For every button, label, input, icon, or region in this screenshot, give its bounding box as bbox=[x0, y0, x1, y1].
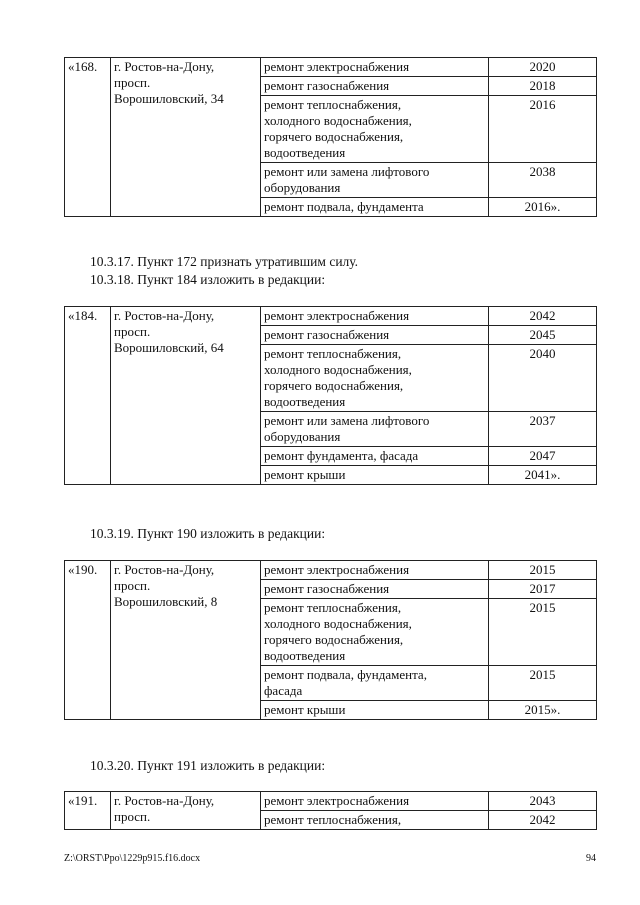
address-line: г. Ростов-на-Дону, bbox=[114, 562, 215, 577]
year-value: 2020 bbox=[529, 59, 556, 74]
work-type-cell bbox=[261, 466, 489, 485]
year-cell bbox=[489, 792, 597, 811]
address-line: просп. bbox=[114, 324, 151, 339]
table-item-191 bbox=[64, 791, 597, 830]
address-line: Ворошиловский, 34 bbox=[114, 91, 224, 106]
year-value: 2037 bbox=[529, 413, 556, 428]
year-cell bbox=[489, 77, 597, 96]
work-type-cell bbox=[261, 412, 489, 447]
year-value: 2015». bbox=[524, 702, 561, 717]
work-type-line: ремонт теплоснабжения, bbox=[264, 600, 402, 615]
footer-page-number: 94 bbox=[586, 853, 596, 864]
work-type-line: ремонт подвала, фундамента, bbox=[264, 667, 427, 682]
work-type-cell bbox=[261, 345, 489, 412]
year-value: 2045 bbox=[529, 327, 556, 342]
paragraph-10-3-19: 10.3.19. Пункт 190 изложить в редакции: bbox=[90, 526, 326, 541]
work-type-line: ремонт теплоснабжения, bbox=[264, 97, 402, 112]
footer-file-path: Z:\ORST\Ppo\1229p915.f16.docx bbox=[64, 853, 201, 864]
address-line: просп. bbox=[114, 809, 151, 824]
work-type-cell bbox=[261, 198, 489, 217]
table-190 bbox=[64, 560, 597, 720]
table-row bbox=[65, 792, 597, 811]
work-type-line: ремонт подвала, фундамента bbox=[264, 199, 424, 214]
table-row bbox=[65, 58, 597, 77]
item-number: «184. bbox=[65, 307, 111, 485]
address-line: г. Ростов-на-Дону, bbox=[114, 59, 215, 74]
work-type-cell bbox=[261, 96, 489, 163]
year-cell bbox=[489, 163, 597, 198]
work-type-line: ремонт теплоснабжения, bbox=[264, 812, 402, 827]
paragraph-10-3-18: 10.3.18. Пункт 184 изложить в редакции: bbox=[90, 272, 326, 287]
year-cell bbox=[489, 307, 597, 326]
year-value: 2042 bbox=[529, 308, 556, 323]
table-184 bbox=[64, 306, 597, 485]
table-item-168 bbox=[64, 57, 597, 217]
address-line: Ворошиловский, 64 bbox=[114, 340, 224, 355]
work-type-line: ремонт электроснабжения bbox=[264, 793, 410, 808]
table-item-184 bbox=[64, 306, 597, 485]
table-168 bbox=[64, 57, 597, 217]
work-type-line: холодного водоснабжения, bbox=[264, 113, 412, 128]
work-type-line: оборудования bbox=[264, 429, 341, 444]
work-type-line: ремонт или замена лифтового bbox=[264, 164, 430, 179]
address-line: просп. bbox=[114, 578, 151, 593]
work-type-line: оборудования bbox=[264, 180, 341, 195]
year-cell bbox=[489, 811, 597, 830]
year-value: 2040 bbox=[529, 346, 556, 361]
work-type-line: ремонт газоснабжения bbox=[264, 581, 390, 596]
work-type-line: горячего водоснабжения, bbox=[264, 378, 404, 393]
work-type-cell bbox=[261, 58, 489, 77]
work-type-cell bbox=[261, 447, 489, 466]
work-type-line: ремонт или замена лифтового bbox=[264, 413, 430, 428]
work-type-line: водоотведения bbox=[264, 394, 346, 409]
year-value: 2038 bbox=[529, 164, 556, 179]
work-type-line: водоотведения bbox=[264, 648, 346, 663]
year-cell bbox=[489, 326, 597, 345]
work-type-line: горячего водоснабжения, bbox=[264, 129, 404, 144]
work-type-cell bbox=[261, 666, 489, 701]
year-value: 2016». bbox=[524, 199, 561, 214]
year-value: 2018 bbox=[529, 78, 556, 93]
work-type-cell bbox=[261, 599, 489, 666]
year-cell bbox=[489, 561, 597, 580]
work-type-line: ремонт газоснабжения bbox=[264, 327, 390, 342]
year-cell bbox=[489, 96, 597, 163]
paragraph-10-3-17: 10.3.17. Пункт 172 признать утратившим силу. bbox=[90, 254, 359, 269]
work-type-line: водоотведения bbox=[264, 145, 346, 160]
year-value: 2042 bbox=[529, 812, 556, 827]
work-type-cell bbox=[261, 307, 489, 326]
year-cell bbox=[489, 580, 597, 599]
work-type-cell bbox=[261, 561, 489, 580]
item-number: «191. bbox=[65, 792, 111, 830]
table-row bbox=[65, 561, 597, 580]
work-type-cell bbox=[261, 77, 489, 96]
work-type-cell bbox=[261, 701, 489, 720]
work-type-line: фасада bbox=[264, 683, 303, 698]
work-type-cell bbox=[261, 163, 489, 198]
address-cell bbox=[111, 58, 261, 217]
year-value: 2041». bbox=[524, 467, 561, 482]
address-line: г. Ростов-на-Дону, bbox=[114, 308, 215, 323]
year-value: 2015 bbox=[529, 562, 556, 577]
year-cell bbox=[489, 345, 597, 412]
work-type-line: ремонт крыши bbox=[264, 702, 346, 717]
work-type-line: ремонт крыши bbox=[264, 467, 346, 482]
work-type-line: холодного водоснабжения, bbox=[264, 616, 412, 631]
work-type-line: ремонт газоснабжения bbox=[264, 78, 390, 93]
table-item-190 bbox=[64, 560, 597, 720]
work-type-line: ремонт электроснабжения bbox=[264, 59, 410, 74]
work-type-line: ремонт теплоснабжения, bbox=[264, 346, 402, 361]
year-cell bbox=[489, 412, 597, 447]
year-cell bbox=[489, 58, 597, 77]
work-type-cell bbox=[261, 580, 489, 599]
year-cell bbox=[489, 198, 597, 217]
paragraph-10-3-20: 10.3.20. Пункт 191 изложить в редакции: bbox=[90, 758, 326, 773]
address-cell bbox=[111, 307, 261, 485]
year-value: 2016 bbox=[529, 97, 556, 112]
address-line: Ворошиловский, 8 bbox=[114, 594, 218, 609]
address-line: просп. bbox=[114, 75, 151, 90]
year-cell bbox=[489, 466, 597, 485]
work-type-line: ремонт фундамента, фасада bbox=[264, 448, 419, 463]
work-type-line: ремонт электроснабжения bbox=[264, 562, 410, 577]
year-cell bbox=[489, 666, 597, 701]
work-type-cell bbox=[261, 326, 489, 345]
table-191 bbox=[64, 791, 597, 830]
year-value: 2017 bbox=[529, 581, 556, 596]
address-cell bbox=[111, 561, 261, 720]
work-type-cell bbox=[261, 811, 489, 830]
year-value: 2015 bbox=[529, 667, 556, 682]
year-value: 2043 bbox=[529, 793, 556, 808]
work-type-line: ремонт электроснабжения bbox=[264, 308, 410, 323]
table-row bbox=[65, 307, 597, 326]
work-type-cell bbox=[261, 792, 489, 811]
work-type-line: горячего водоснабжения, bbox=[264, 632, 404, 647]
work-type-line: холодного водоснабжения, bbox=[264, 362, 412, 377]
year-cell bbox=[489, 599, 597, 666]
year-cell bbox=[489, 701, 597, 720]
year-value: 2015 bbox=[529, 600, 556, 615]
year-value: 2047 bbox=[529, 448, 556, 463]
year-cell bbox=[489, 447, 597, 466]
address-cell bbox=[111, 792, 261, 830]
item-number: «168. bbox=[65, 58, 111, 217]
item-number: «190. bbox=[65, 561, 111, 720]
address-line: г. Ростов-на-Дону, bbox=[114, 793, 215, 808]
